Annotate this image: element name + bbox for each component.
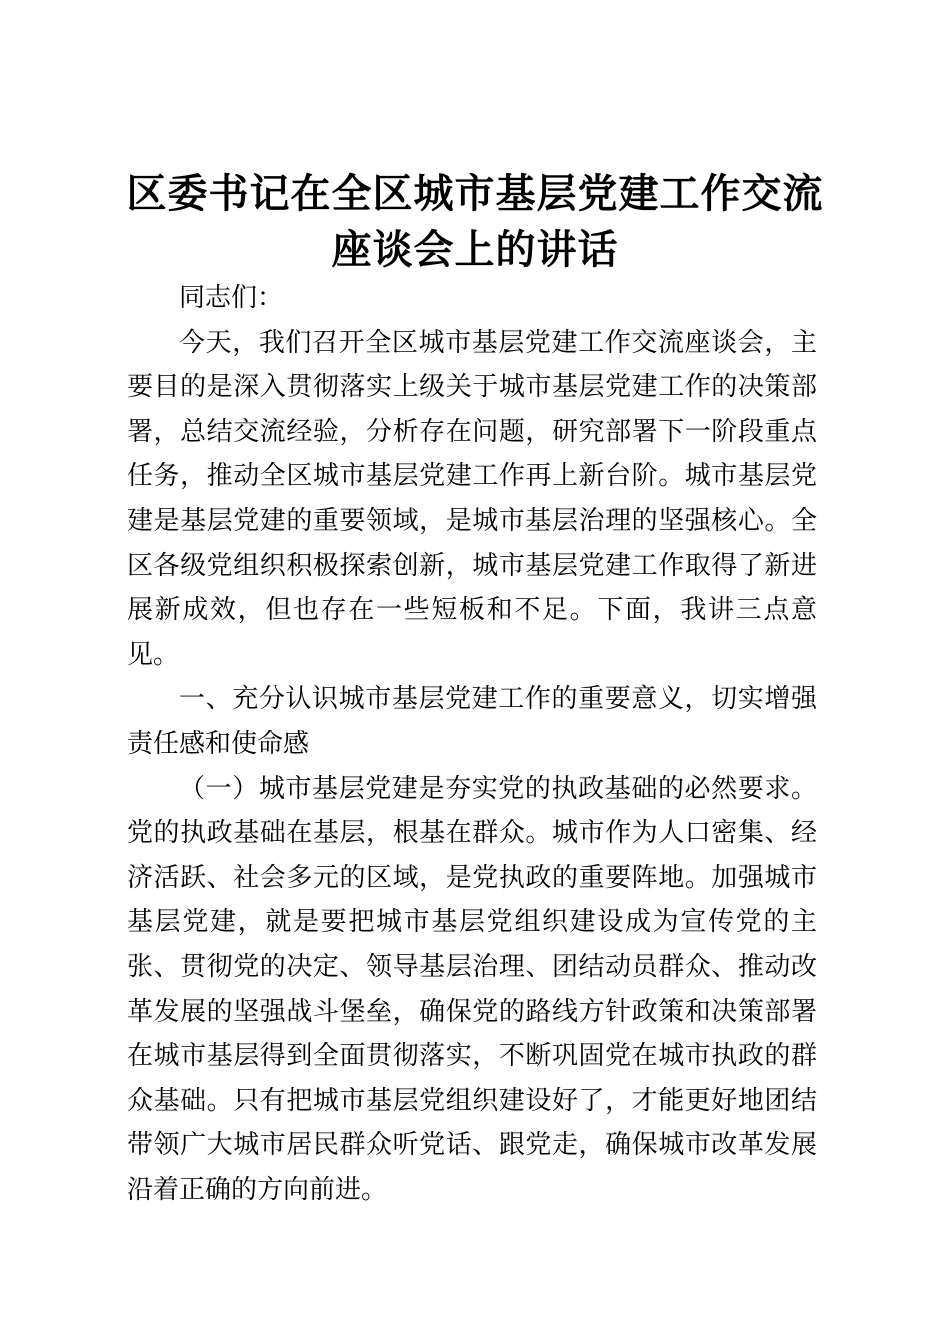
paragraph-intro: 今天，我们召开全区城市基层党建工作交流座谈会，主要目的是深入贯彻落实上级关于城市基层党建工作的决策部署，总结交流经验，分析存在问题，研究部署下一阶段重点任务，推动全区城市基层党建工作再上新台阶。城市基层党建是基层党建的重要领域，是城市基层治理的坚强核心。全区各级党组织积极探索创新，城市基层党建工作取得了新进展新成效，但也存在一些短板和不足。下面，我讲三点意见。 — [127, 327, 817, 670]
section-heading-1: 一、充分认识城市基层党建工作的重要意义，切实增强责任感和使命感 — [127, 684, 817, 759]
salutation: 同志们： — [179, 283, 284, 313]
document-title — [110, 166, 840, 278]
title-line-2: 座谈会上的讲话 — [331, 226, 619, 273]
paragraph-section-1-1: （一）城市基层党建是夯实党的执政基础的必然要求。党的执政基础在基层，根基在群众。城市作为人口密集、经济活跃、社会多元的区域，是党执政的重要阵地。加强城市基层党建，就是要把城市基层党组织建设成为宣传党的主张、贯彻党的决定、领导基层治理、团结动员群众、推动改革发展的坚强战斗堡垒，确保党的路线方针政策和决策部署在城市基层得到全面贯彻落实，不断巩固党在城市执政的群众基础。只有把城市基层党组织建设好了，才能更好地团结带领广大城市居民群众听党话、跟党走，确保城市改革发展沿着正确的方向前进。 — [127, 773, 817, 1205]
document-body — [127, 276, 817, 1212]
title-line-1: 区委书记在全区城市基层党建工作交流 — [126, 170, 824, 217]
